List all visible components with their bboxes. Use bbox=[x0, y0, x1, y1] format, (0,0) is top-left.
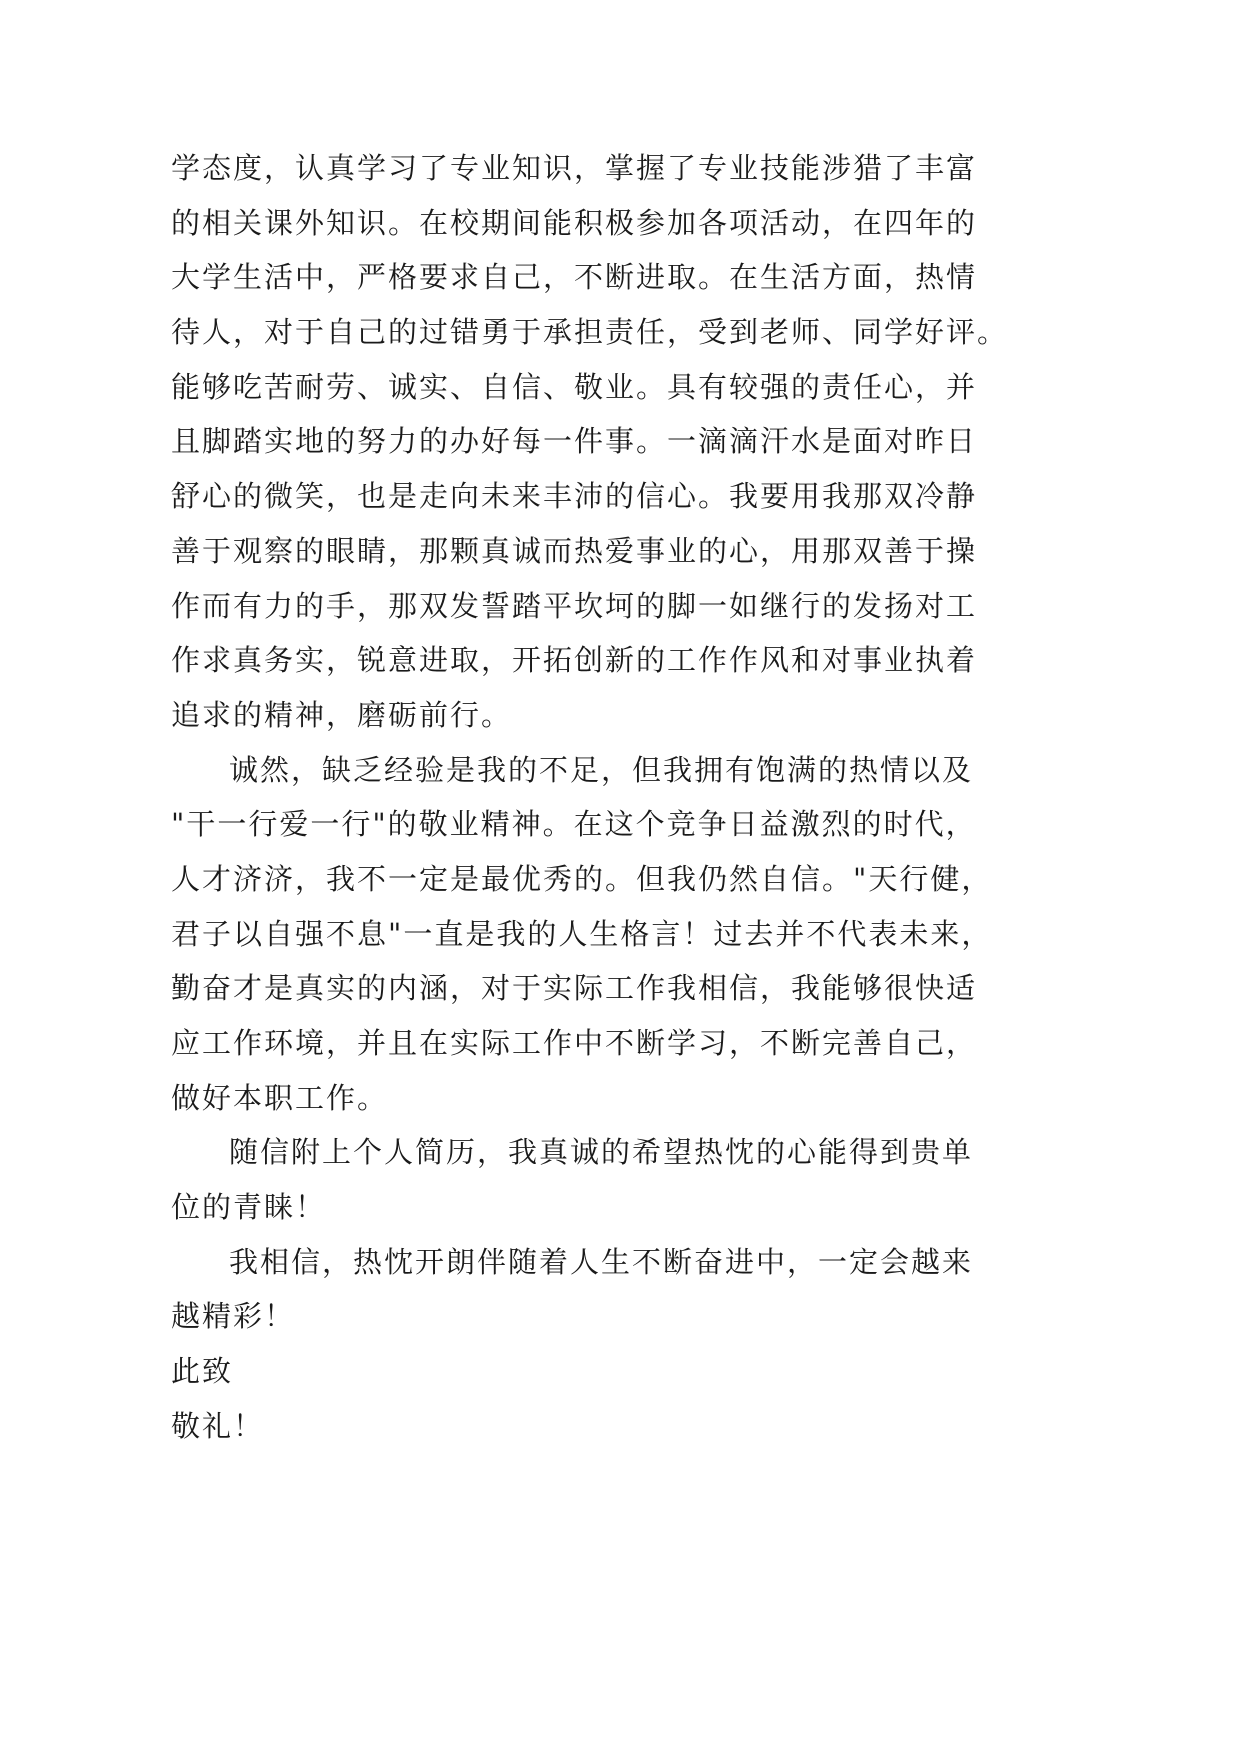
text-line: 能够吃苦耐劳、诚实、自信、敬业。具有较强的责任心，并 bbox=[171, 369, 978, 404]
text-line: 越精彩！ bbox=[171, 1299, 296, 1334]
closing-regards: 敬礼！ bbox=[171, 1408, 265, 1443]
text-line: 做好本职工作。 bbox=[171, 1080, 389, 1115]
text-line: 作求真务实，锐意进取，开拓创新的工作作风和对事业执着 bbox=[171, 643, 978, 678]
text-line: 君子以自强不息"一直是我的人生格言！过去并不代表未来， bbox=[171, 916, 993, 951]
text-line: 大学生活中，严格要求自己，不断进取。在生活方面，热情 bbox=[171, 260, 978, 295]
text-line: 位的青睐！ bbox=[171, 1190, 327, 1225]
text-line: 舒心的微笑，也是走向未来丰沛的信心。我要用我那双冷静 bbox=[171, 479, 978, 514]
text-line: 善于观察的眼睛，那颗真诚而热爱事业的心，用那双善于操 bbox=[171, 533, 978, 568]
text-line: 人才济济，我不一定是最优秀的。但我仍然自信。"天行健， bbox=[171, 861, 993, 896]
text-line: 应工作环境，并且在实际工作中不断学习，不断完善自己， bbox=[171, 1026, 978, 1060]
text-line: 的相关课外知识。在校期间能积极参加各项活动，在四年的 bbox=[171, 205, 978, 240]
letter-body bbox=[171, 141, 1009, 1454]
paragraph-start-line: 随信附上个人简历，我真诚的希望热忱的心能得到贵单 bbox=[229, 1135, 974, 1170]
text-line: 追求的精神，磨砺前行。 bbox=[171, 697, 513, 732]
paragraph-start-line: 诚然，缺乏经验是我的不足，但我拥有饱满的热情以及 bbox=[229, 752, 974, 787]
closing-salutation: 此致 bbox=[171, 1354, 234, 1389]
text-line: 学态度，认真学习了专业知识，掌握了专业技能涉猎了丰富 bbox=[171, 151, 978, 185]
text-line: 勤奋才是真实的内涵，对于实际工作我相信，我能够很快适 bbox=[171, 971, 978, 1006]
text-line: 作而有力的手，那双发誓踏平坎坷的脚一如继行的发扬对工 bbox=[171, 588, 978, 623]
paragraph-start-line: 我相信，热忱开朗伴随着人生不断奋进中，一定会越来 bbox=[229, 1244, 974, 1279]
text-line: 待人，对于自己的过错勇于承担责任，受到老师、同学好评。 bbox=[171, 315, 1009, 350]
text-line: "干一行爱一行"的敬业精神。在这个竞争日益激烈的时代， bbox=[171, 807, 977, 842]
text-line: 且脚踏实地的努力的办好每一件事。一滴滴汗水是面对昨日 bbox=[171, 424, 978, 459]
